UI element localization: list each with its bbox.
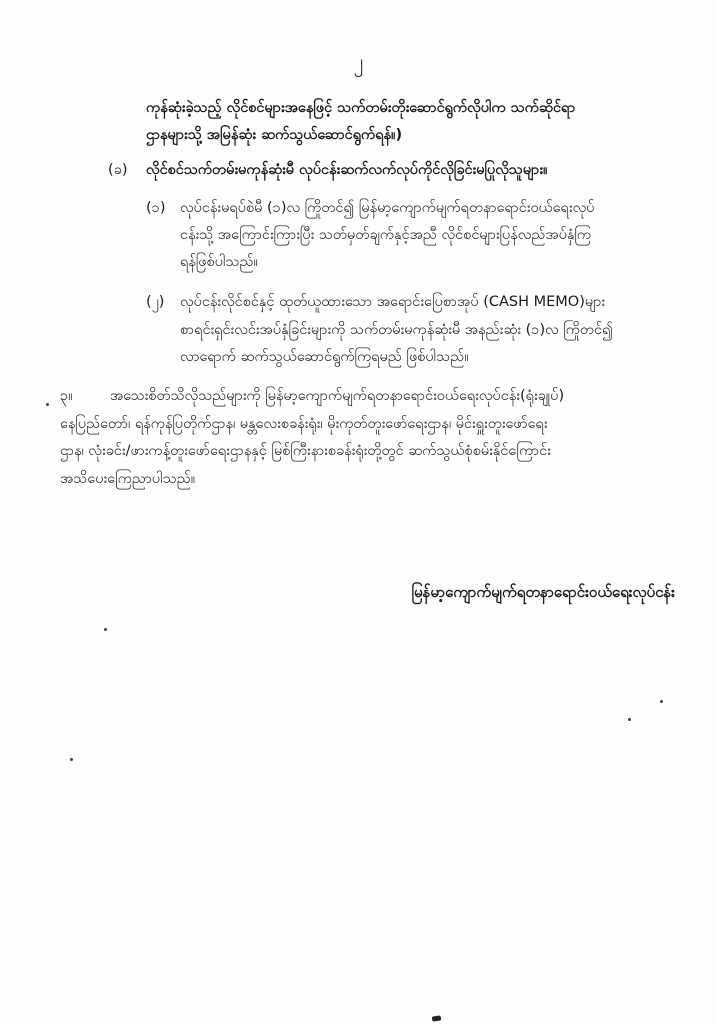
item-1-line-3: ရန်ဖြစ်ပါသည်။ (180, 254, 258, 270)
paragraph-3-line-3: ဌာန၊ လုံးခင်း/ဖားကန့်တူးဖော်ရေးဌာနနှင့် မြစ်ကြီးနားစခန်းရုံးတို့တွင် ဆက်သွယ်စုံစမ်းနိုင်ကြောင်း (60, 443, 551, 459)
scan-speck (628, 718, 631, 721)
section-c-heading: လိုင်စင်သက်တမ်းမကုန်ဆုံးမီ လုပ်ငန်းဆက်လက်လုပ်ကိုင်လိုခြင်းမပြုလိုသူများ။ (146, 162, 548, 178)
scan-speck (70, 758, 73, 761)
continued-line-2: ဌာနများသို့ အမြန်ဆုံး ဆက်သွယ်ဆောင်ရွက်ရန်။) (146, 127, 403, 143)
item-2-line-3: လာရောက် ဆက်သွယ်ဆောင်ရွက်ကြရမည် ဖြစ်ပါသည်။ (180, 349, 469, 365)
paragraph-3-number: ၃။ (60, 388, 73, 404)
paragraph-3-line-4: အသိပေးကြေညာပါသည်။ (60, 471, 196, 487)
signature-organization: မြန်မာ့ကျောက်မျက်ရတနာရောင်းဝယ်ရေးလုပ်ငန်း (411, 583, 675, 601)
scan-speck (660, 700, 663, 703)
continued-line-1: ကုန်ဆုံးခဲ့သည့် လိုင်စင်များအနေဖြင့် သက်တမ်းတိုးဆောင်ရွက်လိုပါက သက်ဆိုင်ရာ (146, 100, 576, 116)
item-1-line-2: ငန်းသို့ အကြောင်းကြားပြီး သတ်မှတ်ချက်နှင့်အညီ လိုင်စင်များပြန်လည်အပ်နှံကြ (180, 227, 592, 243)
scan-speck (46, 403, 49, 406)
section-c-marker: (ခ) (108, 162, 128, 178)
item-2-line-1: လုပ်ငန်းလိုင်စင်နှင့် ထုတ်ယူထားသော အရောင်းပြေစာအုပ် (CASH MEMO)များ (180, 294, 606, 310)
item-1-line-1: လုပ်ငန်းမရပ်စဲမီ (၁)လ ကြိုတင်၍ မြန်မာ့ကျောက်မျက်ရတနာရောင်းဝယ်ရေးလုပ် (180, 200, 595, 216)
scan-speck (104, 628, 107, 631)
paragraph-3-line-1: အသေးစိတ်သိလိုသည်များကို မြန်မာ့ကျောက်မျက်ရတနာရောင်းဝယ်ရေးလုပ်ငန်း(ရုံးချုပ်) (110, 388, 565, 404)
paragraph-3-line-2: နေပြည်တော်၊ ရန်ကုန်ပြတိုက်ဌာန၊ မန္တလေးစခန်းရုံး၊ မိုးကုတ်တူးဖော်ရေးဌာန၊ မိုင်းရှူးတူးဖော်ရေး (60, 416, 548, 432)
page-number: ၂ (353, 49, 364, 73)
scan-mark (432, 1015, 442, 1021)
item-2-line-2: စာရင်းရှင်းလင်းအပ်နှံခြင်းများကို သက်တမ်းမကုန်ဆုံးမီ အနည်းဆုံး (၁)လ ကြိုတင်၍ (180, 322, 613, 338)
item-1-marker: (၁) (146, 200, 166, 216)
item-2-marker: (၂) (146, 294, 165, 310)
